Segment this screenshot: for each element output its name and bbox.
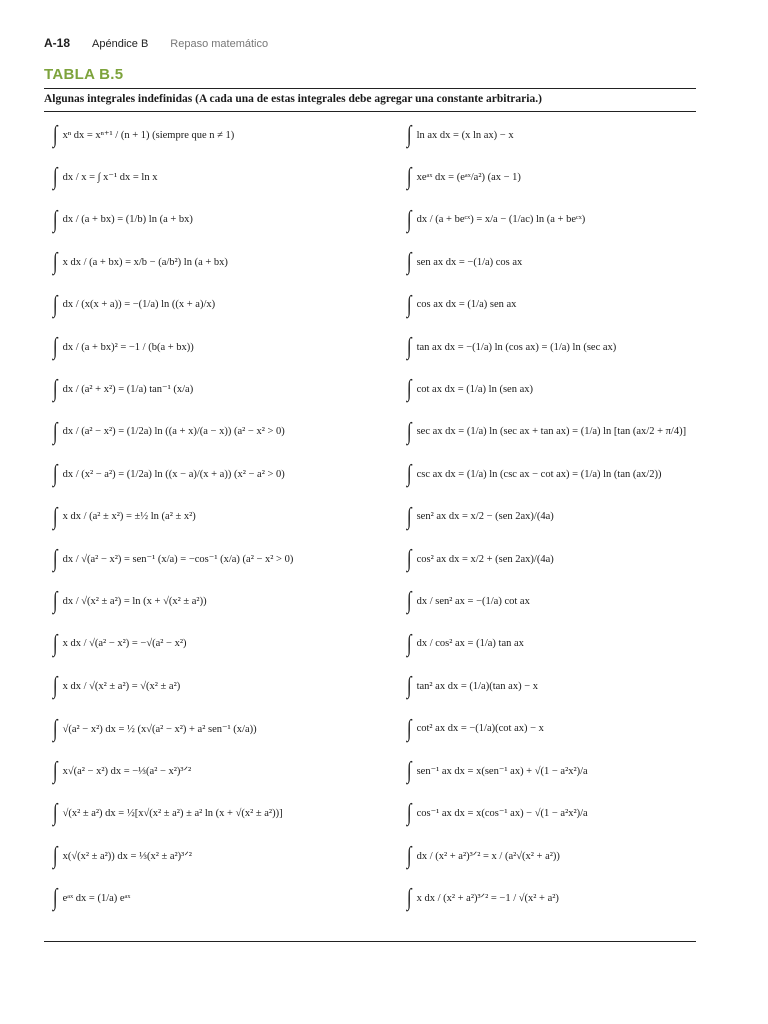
table-bottom-rule: [44, 941, 696, 942]
integral-sign: ∫: [52, 249, 58, 276]
formula-expression: sen⁻¹ ax dx = x(sen⁻¹ ax) + √(1 − a²x²)/a: [416, 766, 588, 777]
integral-formula: [406, 667, 538, 705]
formula-expression: dx / (x² + a²)³ᐟ² = x / (a²√(x² + a²)): [416, 850, 560, 862]
formula-expression: dx / (x² − a²) = (1/2a) ln ((x − a)/(x + a)) (x² − a² > 0): [62, 468, 285, 480]
integral-formula: [52, 201, 193, 239]
integral-formula: [406, 879, 559, 917]
integral-sign: ∫: [52, 122, 58, 148]
integral-sign: ∫: [406, 630, 412, 657]
formula-expression: x dx / (a + bx) = x/b − (a/b²) ln (a + bx): [62, 256, 228, 268]
formula-expression: tan ax dx = −(1/a) ln (cos ax) = (1/a) ln (sec ax): [416, 341, 617, 353]
integral-formula: [406, 328, 616, 366]
integral-sign: ∫: [52, 503, 58, 530]
integral-sign: ∫: [52, 334, 58, 360]
integral-formula: [52, 667, 180, 705]
integral-sign: ∫: [52, 546, 58, 572]
formula-expression: sec ax dx = (1/a) ln (sec ax + tan ax) = (1/a) ln [tan (ax/2 + π/4)]: [416, 426, 687, 438]
integral-formula: [406, 498, 554, 536]
formula-expression: dx / √(x² ± a²) = ln (x + √(x² ± a²)): [62, 595, 207, 607]
integral-formula: [52, 286, 215, 324]
integral-sign: ∫: [52, 630, 58, 657]
integral-formula: [406, 243, 522, 281]
integral-formula: [406, 794, 588, 832]
integral-formula: [406, 752, 588, 790]
table-top-rule: [44, 88, 696, 89]
integral-sign: ∫: [406, 334, 412, 360]
integral-formula: [406, 710, 544, 748]
formula-expression: tan² ax dx = (1/a)(tan ax) − x: [416, 680, 538, 692]
formula-expression: dx / (a² − x²) = (1/2a) ln ((a + x)/(a − x)) (a² − x² > 0): [62, 426, 285, 438]
integral-sign: ∫: [406, 842, 412, 869]
integral-formula: [52, 540, 293, 578]
integral-sign: ∫: [52, 291, 58, 318]
integral-formula: [52, 710, 257, 748]
integral-formula: [52, 328, 194, 366]
appendix-title: Repaso matemático: [170, 38, 269, 50]
formula-expression: dx / (a + bx)² = −1 / (b(a + bx)): [62, 341, 194, 353]
integral-formula: [52, 498, 196, 536]
integral-formula: [52, 455, 285, 493]
integral-formula: [406, 582, 530, 620]
integral-formula: [52, 582, 207, 620]
integral-formula: [406, 201, 585, 239]
integral-formula: [52, 116, 234, 154]
formula-expression: √(a² − x²) dx = ½ (x√(a² − x²) + a² sen⁻¹ (x/a)): [62, 723, 257, 735]
formula-expression: sen ax dx = −(1/a) cos ax: [416, 256, 523, 268]
integral-sign: ∫: [52, 715, 58, 742]
integral-sign: ∫: [52, 588, 58, 615]
appendix-name: Apéndice B: [92, 38, 149, 50]
integral-sign: ∫: [52, 842, 58, 869]
formula-expression: dx / sen² ax = −(1/a) cot ax: [416, 595, 530, 607]
formula-expression: x dx / √(x² ± a²) = √(x² ± a²): [62, 680, 181, 692]
formula-expression: cot ax dx = (1/a) ln (sen ax): [416, 383, 534, 395]
formula-expression: sen² ax dx = x/2 − (sen 2ax)/(4a): [416, 511, 554, 523]
formula-expression: eᵃˣ dx = (1/a) eᵃˣ: [62, 892, 131, 904]
integral-formula: [52, 837, 192, 875]
integral-formula: [52, 794, 283, 832]
integral-sign: ∫: [406, 715, 412, 742]
formula-expression: cos² ax dx = x/2 + (sen 2ax)/(4a): [416, 553, 554, 565]
formula-expression: x(√(x² ± a²)) dx = ⅓(x² ± a²)³ᐟ²: [62, 850, 192, 862]
integral-formula: [52, 158, 157, 196]
formula-expression: x dx / (a² ± x²) = ±½ ln (a² ± x²): [62, 511, 196, 523]
integral-sign: ∫: [406, 376, 412, 403]
integral-formula: [52, 625, 186, 663]
integral-sign: ∫: [52, 758, 58, 784]
integral-sign: ∫: [52, 206, 58, 233]
formula-expression: √(x² ± a²) dx = ½[x√(x² ± a²) ± a² ln (x + √(x² ± a²))]: [62, 807, 283, 819]
integral-formula: [406, 837, 560, 875]
table-caption: Algunas integrales indefinidas (A cada una de estas integrales debe agregar una constante arbitraria.): [44, 93, 542, 105]
formula-expression: csc ax dx = (1/a) ln (csc ax − cot ax) = (1/a) ln (tan (ax/2)): [416, 468, 662, 480]
formula-expression: x dx / (x² + a²)³ᐟ² = −1 / √(x² + a²): [416, 893, 559, 905]
integral-formula: [406, 116, 514, 154]
formula-expression: x√(a² − x²) dx = −⅓(a² − x²)³ᐟ²: [62, 766, 192, 777]
integral-sign: ∫: [52, 164, 58, 191]
integral-sign: ∫: [52, 673, 58, 700]
integral-sign: ∫: [406, 122, 412, 148]
integral-sign: ∫: [406, 206, 412, 233]
formula-expression: ln ax dx = (x ln ax) − x: [416, 129, 514, 141]
integral-sign: ∫: [52, 418, 58, 445]
integral-formula: [52, 413, 285, 451]
formula-expression: dx / cos² ax = (1/a) tan ax: [416, 638, 524, 650]
integral-sign: ∫: [406, 673, 412, 700]
formula-expression: cos ax dx = (1/a) sen ax: [416, 299, 517, 311]
table-label: TABLA B.5: [44, 66, 124, 83]
integral-sign: ∫: [52, 461, 58, 488]
integral-sign: ∫: [406, 800, 412, 827]
integral-sign: ∫: [52, 376, 58, 403]
integral-formula: [406, 413, 686, 451]
formula-expression: xeᵃˣ dx = (eᵃˣ/a²) (ax − 1): [416, 171, 521, 183]
integral-formula: [406, 370, 533, 408]
integral-sign: ∫: [52, 885, 58, 912]
integral-formula: [406, 158, 521, 196]
integral-formula: [406, 625, 524, 663]
integral-formula: [406, 286, 516, 324]
integral-formula: [406, 540, 554, 578]
integral-formula: [52, 243, 228, 281]
integral-sign: ∫: [406, 461, 412, 488]
integral-sign: ∫: [406, 249, 412, 276]
integral-sign: ∫: [406, 164, 412, 191]
integral-formula: [52, 370, 193, 408]
integral-sign: ∫: [52, 800, 58, 827]
table-header-rule: [44, 111, 696, 112]
running-head: [44, 36, 268, 52]
formula-expression: dx / (a² + x²) = (1/a) tan⁻¹ (x/a): [62, 384, 194, 396]
formula-expression: dx / (x(x + a)) = −(1/a) ln ((x + a)/x): [62, 299, 216, 311]
page-number: A-18: [44, 36, 71, 50]
formula-expression: x dx / √(a² − x²) = −√(a² − x²): [62, 638, 187, 650]
formula-expression: dx / x = ∫ x⁻¹ dx = ln x: [62, 172, 158, 184]
formula-expression: xⁿ dx = xⁿ⁺¹ / (n + 1) (siempre que n ≠ 1): [62, 130, 235, 141]
formula-expression: dx / (a + beᶜˣ) = x/a − (1/ac) ln (a + beᶜˣ): [416, 214, 586, 226]
integral-sign: ∫: [406, 291, 412, 318]
integral-sign: ∫: [406, 885, 412, 912]
formula-expression: dx / √(a² − x²) = sen⁻¹ (x/a) = −cos⁻¹ (x/a) (a² − x² > 0): [62, 554, 294, 565]
integral-formula: [52, 879, 130, 917]
integral-sign: ∫: [406, 418, 412, 445]
integral-sign: ∫: [406, 758, 412, 784]
integral-sign: ∫: [406, 588, 412, 615]
integral-sign: ∫: [406, 503, 412, 530]
formula-expression: cos⁻¹ ax dx = x(cos⁻¹ ax) − √(1 − a²x²)/a: [416, 808, 588, 820]
integral-formula: [406, 455, 661, 493]
integral-formula: [52, 752, 191, 790]
integral-sign: ∫: [406, 546, 412, 572]
formula-expression: cot² ax dx = −(1/a)(cot ax) − x: [416, 723, 544, 735]
formula-expression: dx / (a + bx) = (1/b) ln (a + bx): [62, 214, 193, 226]
